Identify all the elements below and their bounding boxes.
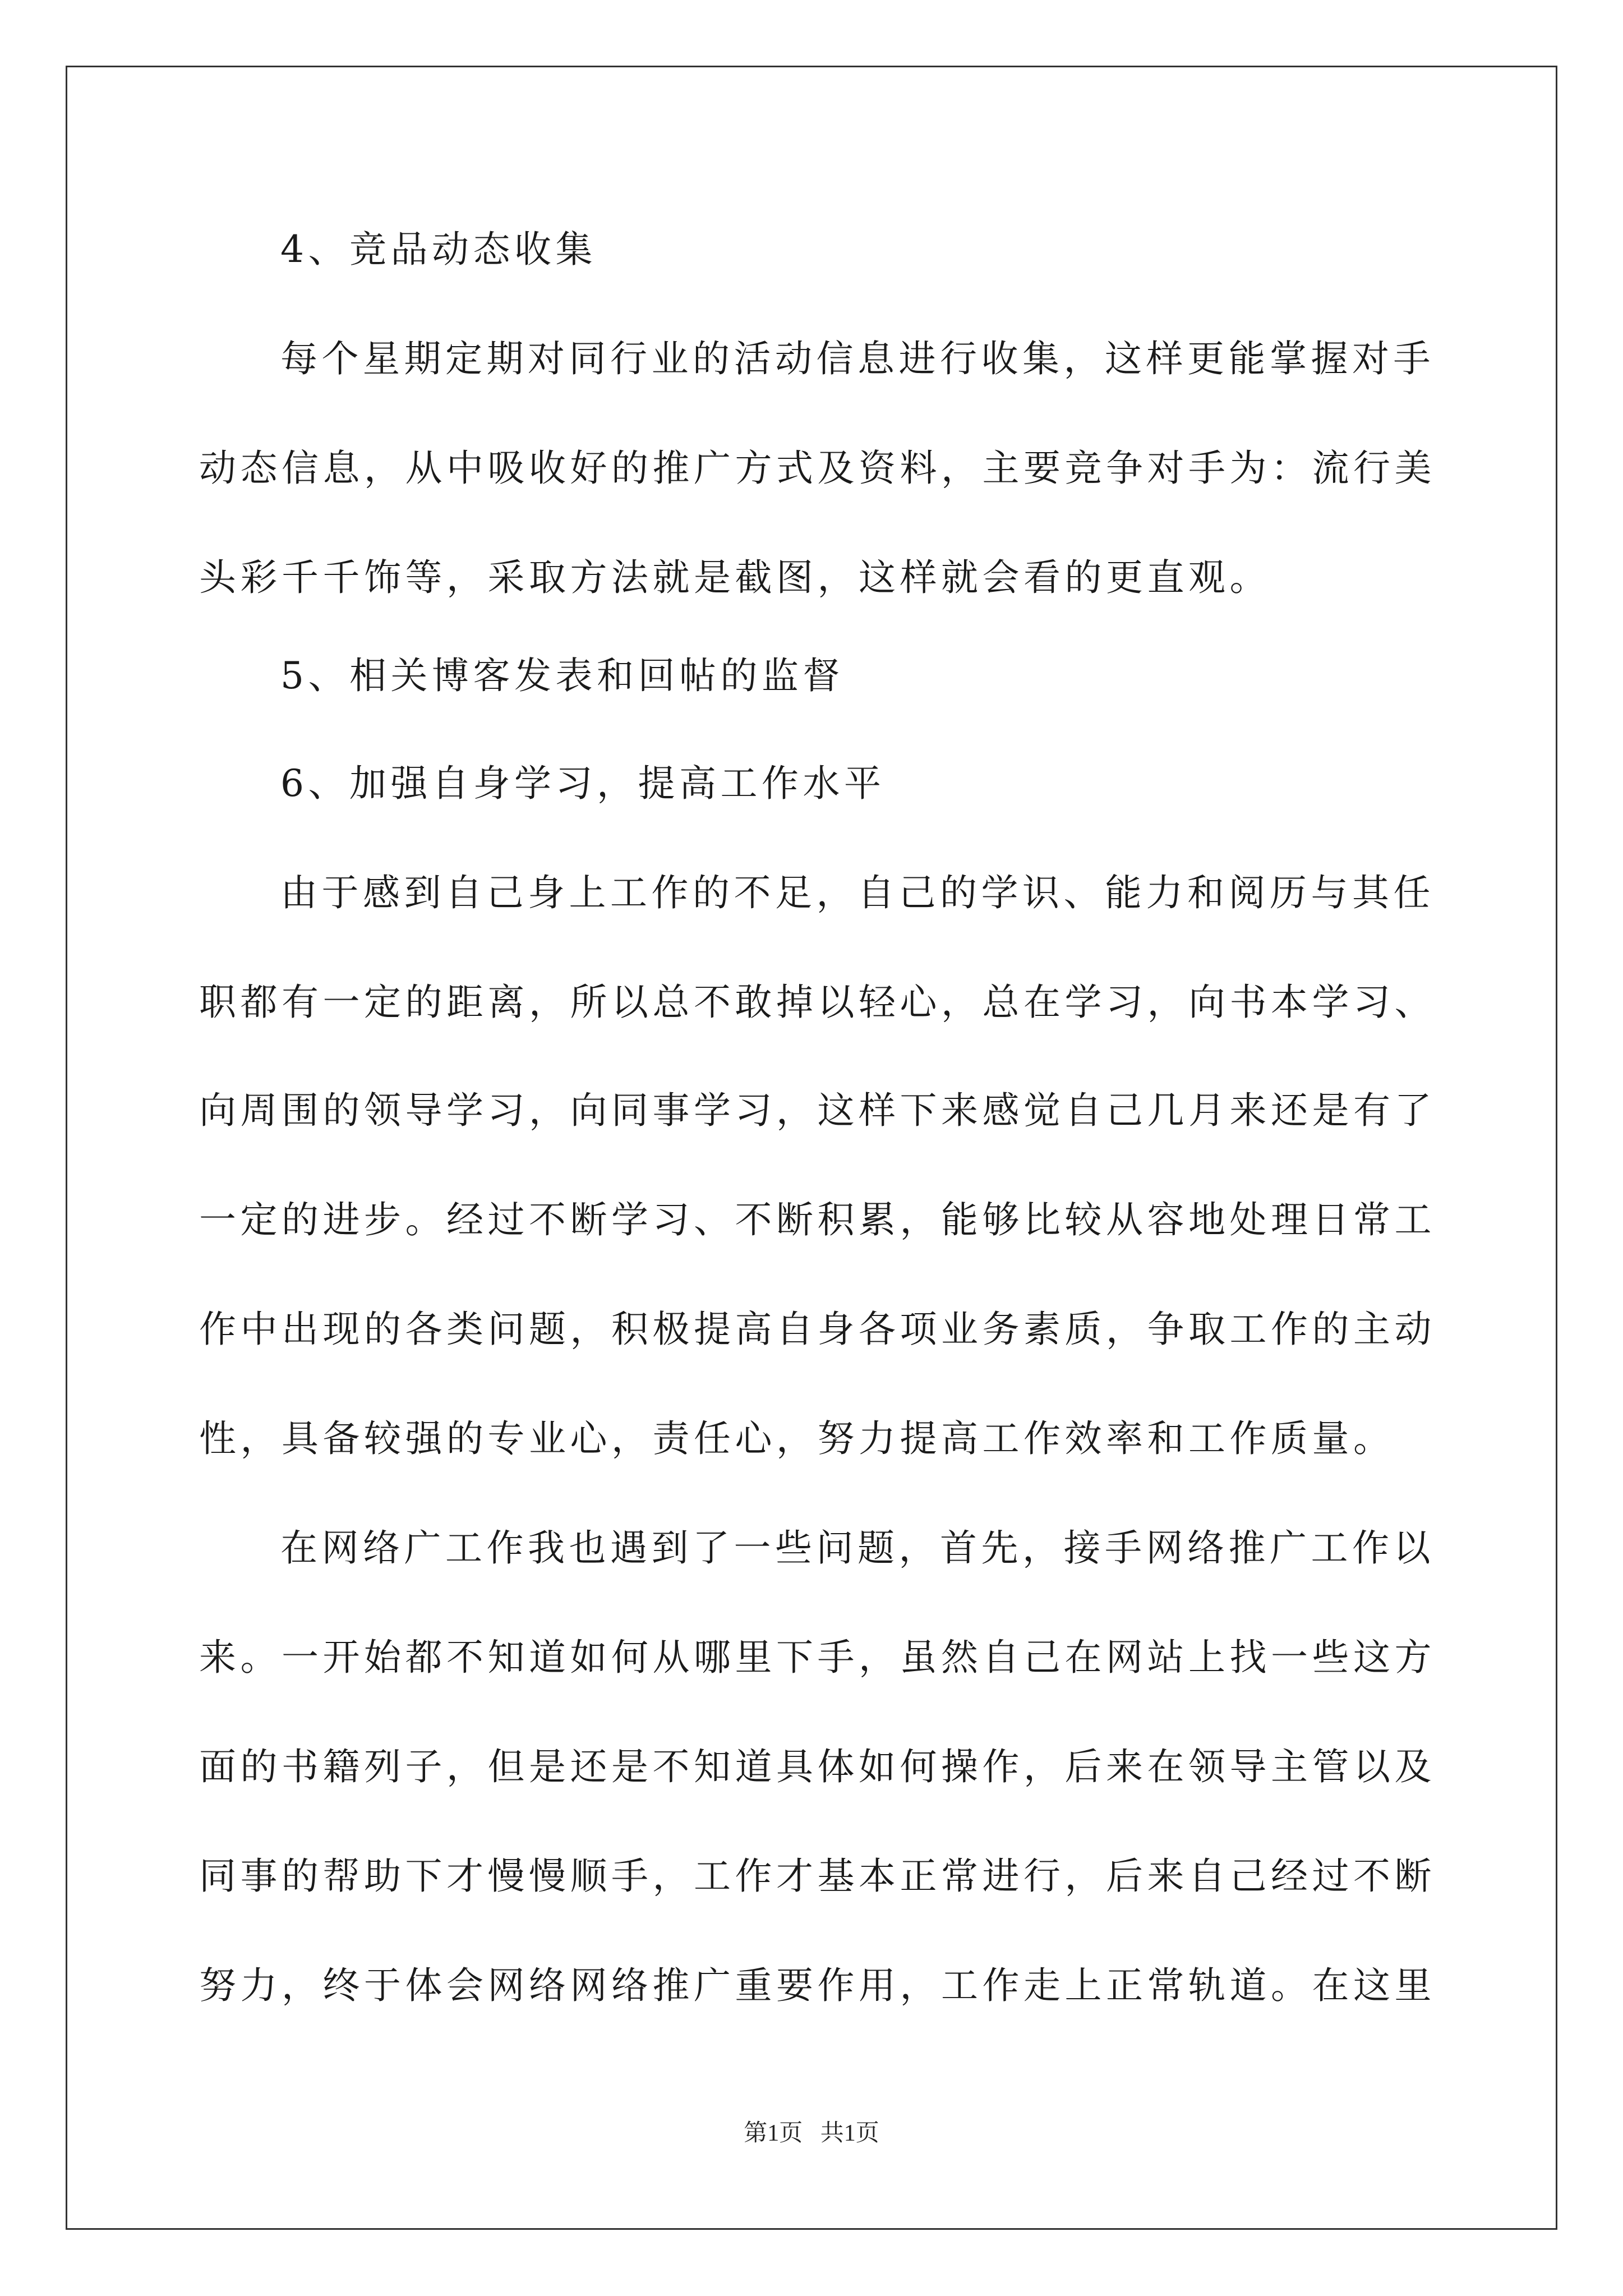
paragraph-line: 一定的进步。经过不断学习、不断积累，能够比较从容地处理日常工 bbox=[199, 1198, 1436, 1241]
paragraph-line: 作中出现的各类问题，积极提高自身各项业务素质，争取工作的主动 bbox=[199, 1308, 1436, 1351]
list-item-heading: 4、竞品动态收集 bbox=[280, 228, 597, 271]
list-item-heading: 5、相关博客发表和回帖的监督 bbox=[280, 654, 844, 697]
paragraph-line: 向周围的领导学习，向同事学习，这样下来感觉自己几月来还是有了 bbox=[199, 1089, 1436, 1132]
paragraph-line: 来。一开始都不知道如何从哪里下手，虽然自己在网站上找一些这方 bbox=[199, 1636, 1436, 1679]
paragraph-line: 在网络广工作我也遇到了一些问题，首先，接手网络推广工作以 bbox=[280, 1526, 1435, 1570]
page-border bbox=[66, 66, 1557, 2230]
list-item-heading: 6、加强自身学习，提高工作水平 bbox=[280, 762, 886, 805]
page-number: 第1页 共1页 bbox=[744, 2120, 879, 2146]
paragraph-line: 同事的帮助下才慢慢顺手，工作才基本正常进行，后来自己经过不断 bbox=[199, 1855, 1436, 1898]
paragraph-line: 努力，终于体会网络网络推广重要作用，工作走上正常轨道。在这里 bbox=[199, 1964, 1436, 2007]
paragraph-line: 性，具备较强的专业心，责任心，努力提高工作效率和工作质量。 bbox=[199, 1417, 1395, 1460]
paragraph-line: 由于感到自己身上工作的不足，自己的学识、能力和阅历与其任 bbox=[280, 871, 1435, 914]
paragraph-line: 每个星期定期对同行业的活动信息进行收集，这样更能掌握对手 bbox=[280, 337, 1435, 380]
paragraph-line: 头彩千千饰等，采取方法就是截图，这样就会看的更直观。 bbox=[199, 556, 1271, 599]
paragraph-line: 面的书籍列子，但是还是不知道具体如何操作，后来在领导主管以及 bbox=[199, 1745, 1436, 1788]
page-footer bbox=[0, 2119, 1623, 2147]
paragraph-line: 职都有一定的距离，所以总不敢掉以轻心，总在学习，向书本学习、 bbox=[199, 981, 1436, 1024]
paragraph-line: 动态信息，从中吸收好的推广方式及资料，主要竞争对手为：流行美 bbox=[199, 447, 1436, 490]
